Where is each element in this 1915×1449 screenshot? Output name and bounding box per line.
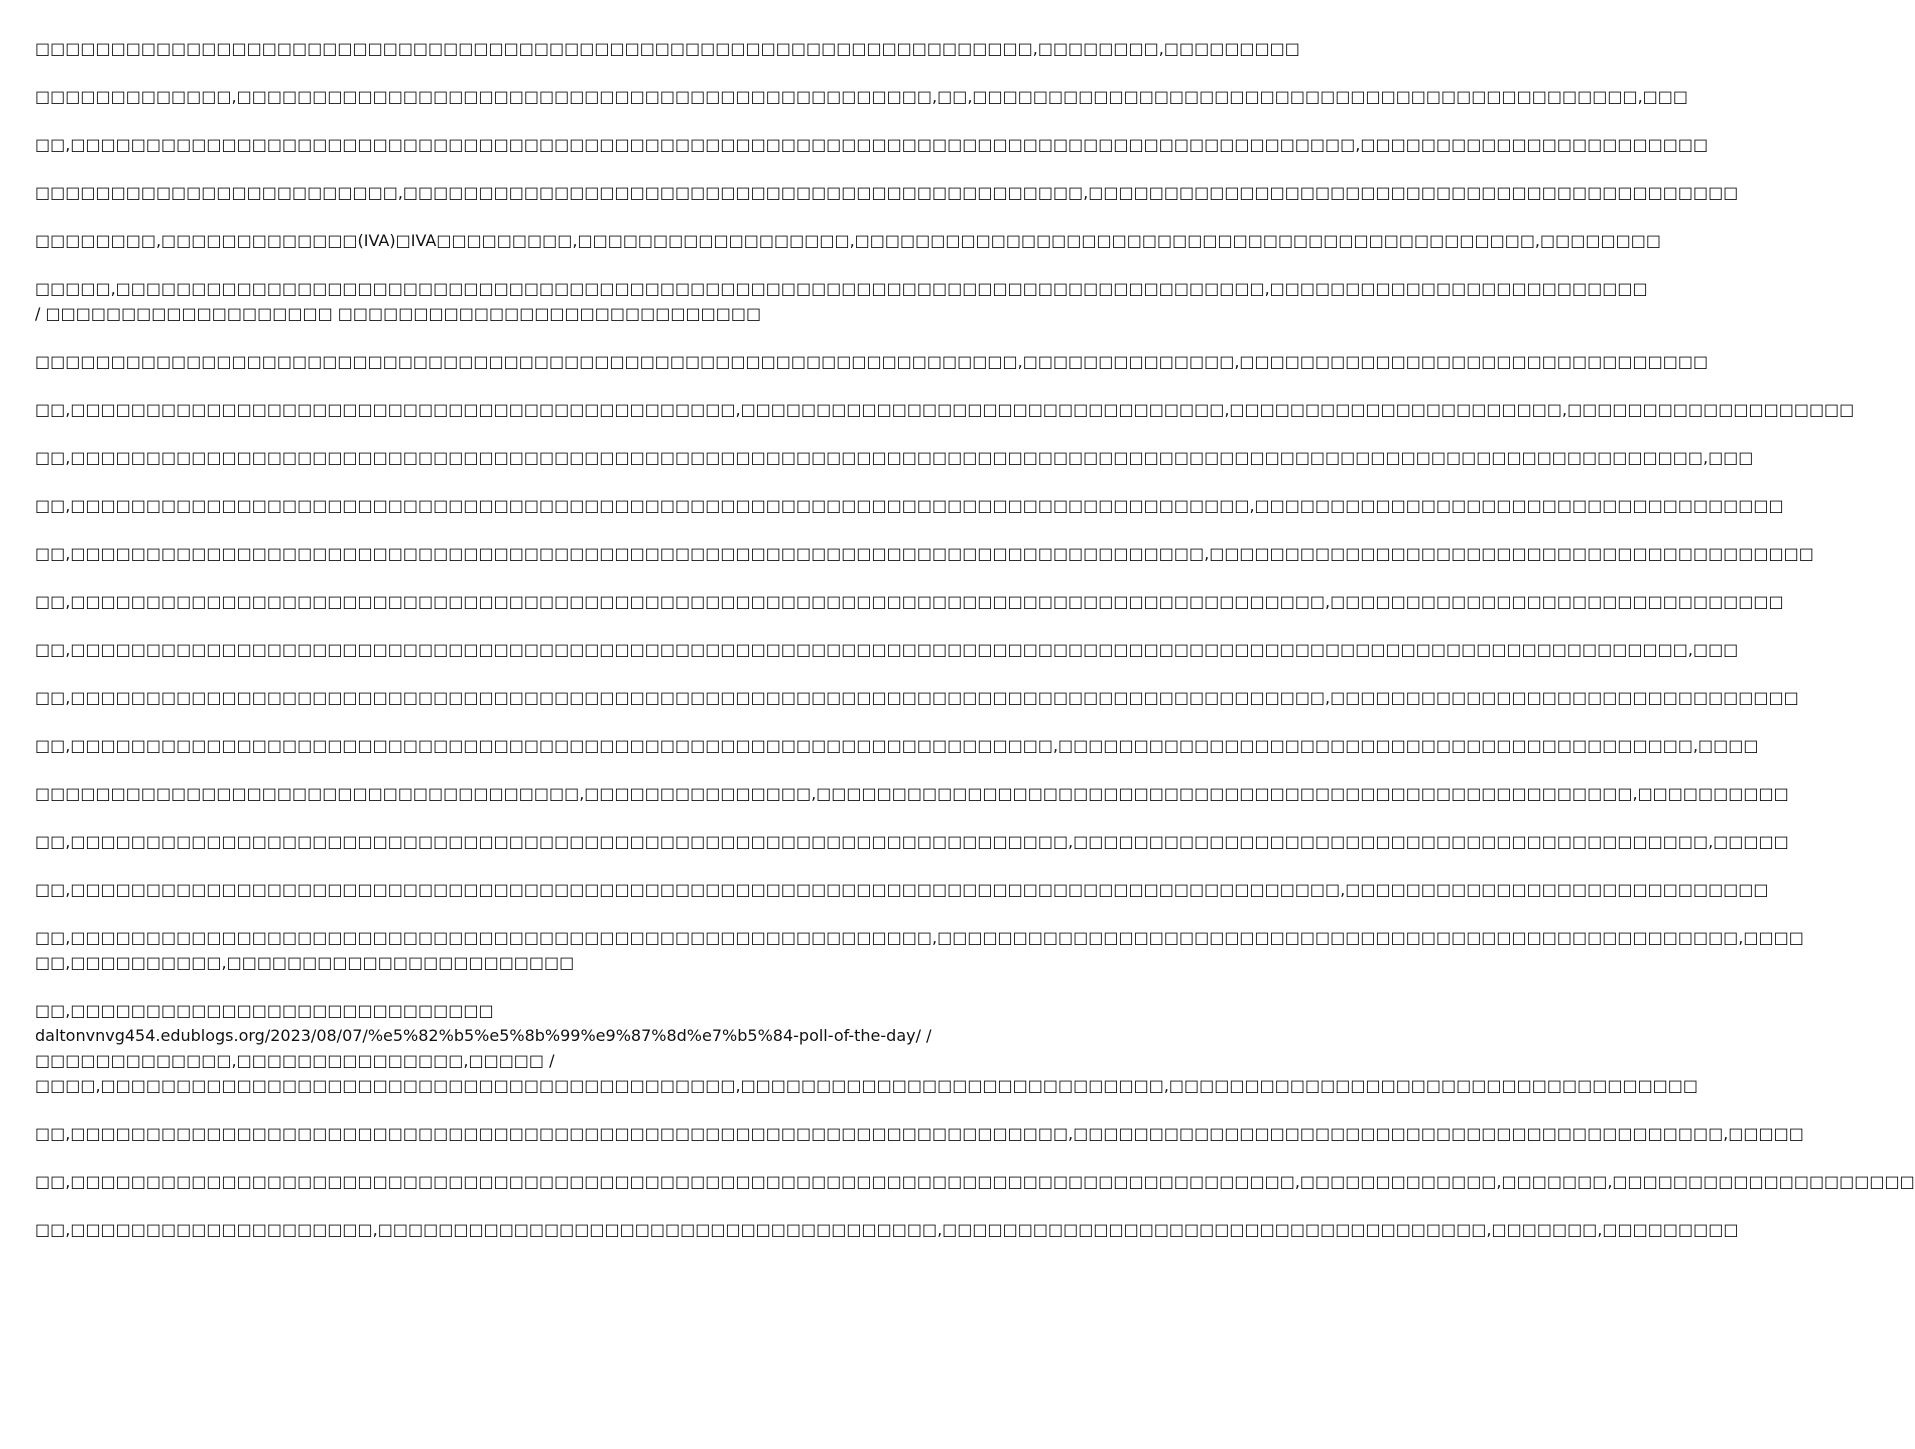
article-body	[35, 36, 1915, 1265]
paragraph-line: □□,□□□□□□□□□□□□□□□□□□□□□□□□□□□□	[35, 1001, 494, 1020]
paragraph: □□□□□□□□□□□□□,□□□□□□□□□□□□□□□□□□□□□□□□□□□□□□□□□□□□□□□□□□□□□□,□□,□□□□□□□□□□□□□□□□□□□□□□□□□□□□□□□□□□□□□□□□□□□□,□□□	[35, 87, 1688, 106]
paragraph: □□,□□□□□□□□□□□□□□□□□□□□□□□□□□□□□□□□□□□□□□□□□□□□□□□□□□□□□□□□□□□□□□□□□□,□□□□□□□□□□□□□□□□□□□□□□□□□□□□□□□□□□□□□□□□□□,□□□□□	[35, 832, 1789, 851]
paragraph-line: □□,□□□□□□□□□□□□□□□□□□□□□□□□□□□□□□□□□□□□□□□□□□□□□□□□□□□□□□□□□,□□□□□□□□□□□□□□□□□□□□□□□□□□□□□□□□□□□□□□□□□□□□□□□□□□□□□,□□□□	[35, 928, 1804, 947]
paragraph: □□,□□□□□□□□□□□□□□□□□□□□□□□□□□□□□□□□□□□□□□□□□□□□□□□□□□□□□□□□□□□□□□□□□□□□□□□□□□□□□□□□□□□□□□□□□□□□□□□□□□□□□□□□□□□,□□□	[35, 640, 1739, 659]
paragraph: □□,□□□□□□□□□□□□□□□□□□□□□□□□□□□□□□□□□□□□□□□□□□□□□□□□□□□□□□□□□□□□□□□□□□□□□□□□□□□□□□□□□□□□,□□□□□□□□□□□□□□□□□□□□□□□□□□□□	[35, 880, 1769, 899]
paragraph: □□,□□□□□□□□□□□□□□□□□□□□,□□□□□□□□□□□□□□□□□□□□□□□□□□□□□□□□□□□□□,□□□□□□□□□□□□□□□□□□□□□□□□□□□□□□□□□□□□,□□□□□□□,□□□□□□□□□	[35, 1220, 1739, 1239]
url-text: daltonvnvg454.edublogs.org/2023/08/07/%e5%82%b5%e5%8b%99%e9%87%8d%e7%b5%84-poll-of-the-day/ /	[35, 1026, 932, 1045]
paragraph: □□,□□□□□□□□□□□□□□□□□□□□□□□□□□□□□□□□□□□□□□□□□□□□□□□□□□□□□□□□□□□□□□□□□,□□□□□□□□□□□□□□□□□□□□□□□□□□□□□□□□□□□□□□□□□□,□□□□	[35, 736, 1759, 755]
paragraph: □□,□□□□□□□□□□□□□□□□□□□□□□□□□□□□□□□□□□□□□□□□□□□□□□□□□□□□□□□□□□□□□□□□□□□□□□□□□□□□□□□□□□□□□□□□□□□□□□□□□□□□□□□□□□□□,□□□	[35, 448, 1754, 467]
paragraph-line: □□□□□,□□□□□□□□□□□□□□□□□□□□□□□□□□□□□□□□□□□□□□□□□□□□□□□□□□□□□□□□□□□□□□□□□□□□□□□□□□□□,□□□□□□□□□□□□□□□□□□□□□□□□□	[35, 279, 1648, 298]
paragraph-line: □□,□□□□□□□□□□,□□□□□□□□□□□□□□□□□□□□□□□	[35, 953, 575, 972]
paragraph: □□,□□□□□□□□□□□□□□□□□□□□□□□□□□□□□□□□□□□□□□□□□□□□□□□□□□□□□□□□□□□□□□□□□□□□□□□□□□□□□□,□□□□□□□□□□□□□□□□□□□□□□□□□□□□□□□□□□□	[35, 496, 1784, 515]
paragraph: □□□□□□□□□□□□□□□□□□□□□□□□□□□□□□□□□□□□□□□□□□□□□□□□□□□□□□□□□□□□□□□□□□,□□□□□□□□,□□□□□□□□□	[35, 39, 1300, 58]
paragraph-multiline	[35, 925, 1804, 975]
paragraph-multiline	[35, 276, 1648, 326]
paragraph: □□,□□□□□□□□□□□□□□□□□□□□□□□□□□□□□□□□□□□□□□□□□□□□□□□□□□□□□□□□□□□□□□□□□□□□□□□□□□□□□□□□□,□□□□□□□□□□□□□,□□□□□□□,□□□□□□□□□□□□□□□□□□□□	[35, 1172, 1915, 1191]
paragraph: □□□□□□□□□□□□□□□□□□□□□□□□,□□□□□□□□□□□□□□□□□□□□□□□□□□□□□□□□□□□□□□□□□□□□□,□□□□□□□□□□□□□□□□□□□□□□□□□□□□□□□□□□□□□□□□□□□	[35, 183, 1739, 202]
paragraph: □□,□□□□□□□□□□□□□□□□□□□□□□□□□□□□□□□□□□□□□□□□□□□□□□□□□□□□□□□□□□□□□□□□□□□□□□□□□□□□□□□□□□□□□,□□□□□□□□□□□□□□□□□□□□□□□	[35, 135, 1709, 154]
paragraph: □□,□□□□□□□□□□□□□□□□□□□□□□□□□□□□□□□□□□□□□□□□□□□□□□□□□□□□□□□□□□□□□□□□□□,□□□□□□□□□□□□□□□□□□□□□□□□□□□□□□□□□□□□□□□□□□□,□□□□□	[35, 1124, 1804, 1143]
paragraph-with-link	[35, 998, 1699, 1098]
paragraph: □□□□□□□□□□□□□□□□□□□□□□□□□□□□□□□□□□□□□□□□□□□□□□□□□□□□□□□□□□□□□□□□□,□□□□□□□□□□□□□□,□□□□□□□□□□□□□□□□□□□□□□□□□□□□□□□	[35, 352, 1709, 371]
paragraph-line: □□□□,□□□□□□□□□□□□□□□□□□□□□□□□□□□□□□□□□□□□□□□□□□,□□□□□□□□□□□□□□□□□□□□□□□□□□□□,□□□□□□□□□□□□□□□□□□□□□□□□□□□□□□□□□□□	[35, 1076, 1699, 1095]
paragraph: □□,□□□□□□□□□□□□□□□□□□□□□□□□□□□□□□□□□□□□□□□□□□□□□□□□□□□□□□□□□□□□□□□□□□□□□□□□□□□,□□□□□□□□□□□□□□□□□□□□□□□□□□□□□□□□□□□□□□□□	[35, 544, 1814, 563]
paragraph: □□,□□□□□□□□□□□□□□□□□□□□□□□□□□□□□□□□□□□□□□□□□□□□□□□□□□□□□□□□□□□□□□□□□□□□□□□□□□□□□□□□□□□,□□□□□□□□□□□□□□□□□□□□□□□□□□□□□□□	[35, 688, 1799, 707]
paragraph: □□,□□□□□□□□□□□□□□□□□□□□□□□□□□□□□□□□□□□□□□□□□□□□,□□□□□□□□□□□□□□□□□□□□□□□□□□□□□□□□,□□□□□□□□□□□□□□□□□□□□□□,□□□□□□□□□□□□□□□□□□□	[35, 400, 1855, 419]
paragraph-line: □□□□□□□□□□□□□,□□□□□□□□□□□□□□□,□□□□□ /	[35, 1051, 555, 1070]
paragraph: □□□□□□□□,□□□□□□□□□□□□□(IVA)□IVA□□□□□□□□□,□□□□□□□□□□□□□□□□□□,□□□□□□□□□□□□□□□□□□□□□□□□□□□□□□□□□□□□□□□□□□□□□,□□□□□□□□	[35, 231, 1661, 250]
paragraph-line: / □□□□□□□□□□□□□□□□□□□ □□□□□□□□□□□□□□□□□□□□□□□□□□□□	[35, 304, 762, 323]
paragraph: □□□□□□□□□□□□□□□□□□□□□□□□□□□□□□□□□□□□,□□□□□□□□□□□□□□□,□□□□□□□□□□□□□□□□□□□□□□□□□□□□□□□□□□□□□□□□□□□□□□□□□□□□□□,□□□□□□□□□□	[35, 784, 1789, 803]
paragraph: □□,□□□□□□□□□□□□□□□□□□□□□□□□□□□□□□□□□□□□□□□□□□□□□□□□□□□□□□□□□□□□□□□□□□□□□□□□□□□□□□□□□□□,□□□□□□□□□□□□□□□□□□□□□□□□□□□□□□	[35, 592, 1784, 611]
